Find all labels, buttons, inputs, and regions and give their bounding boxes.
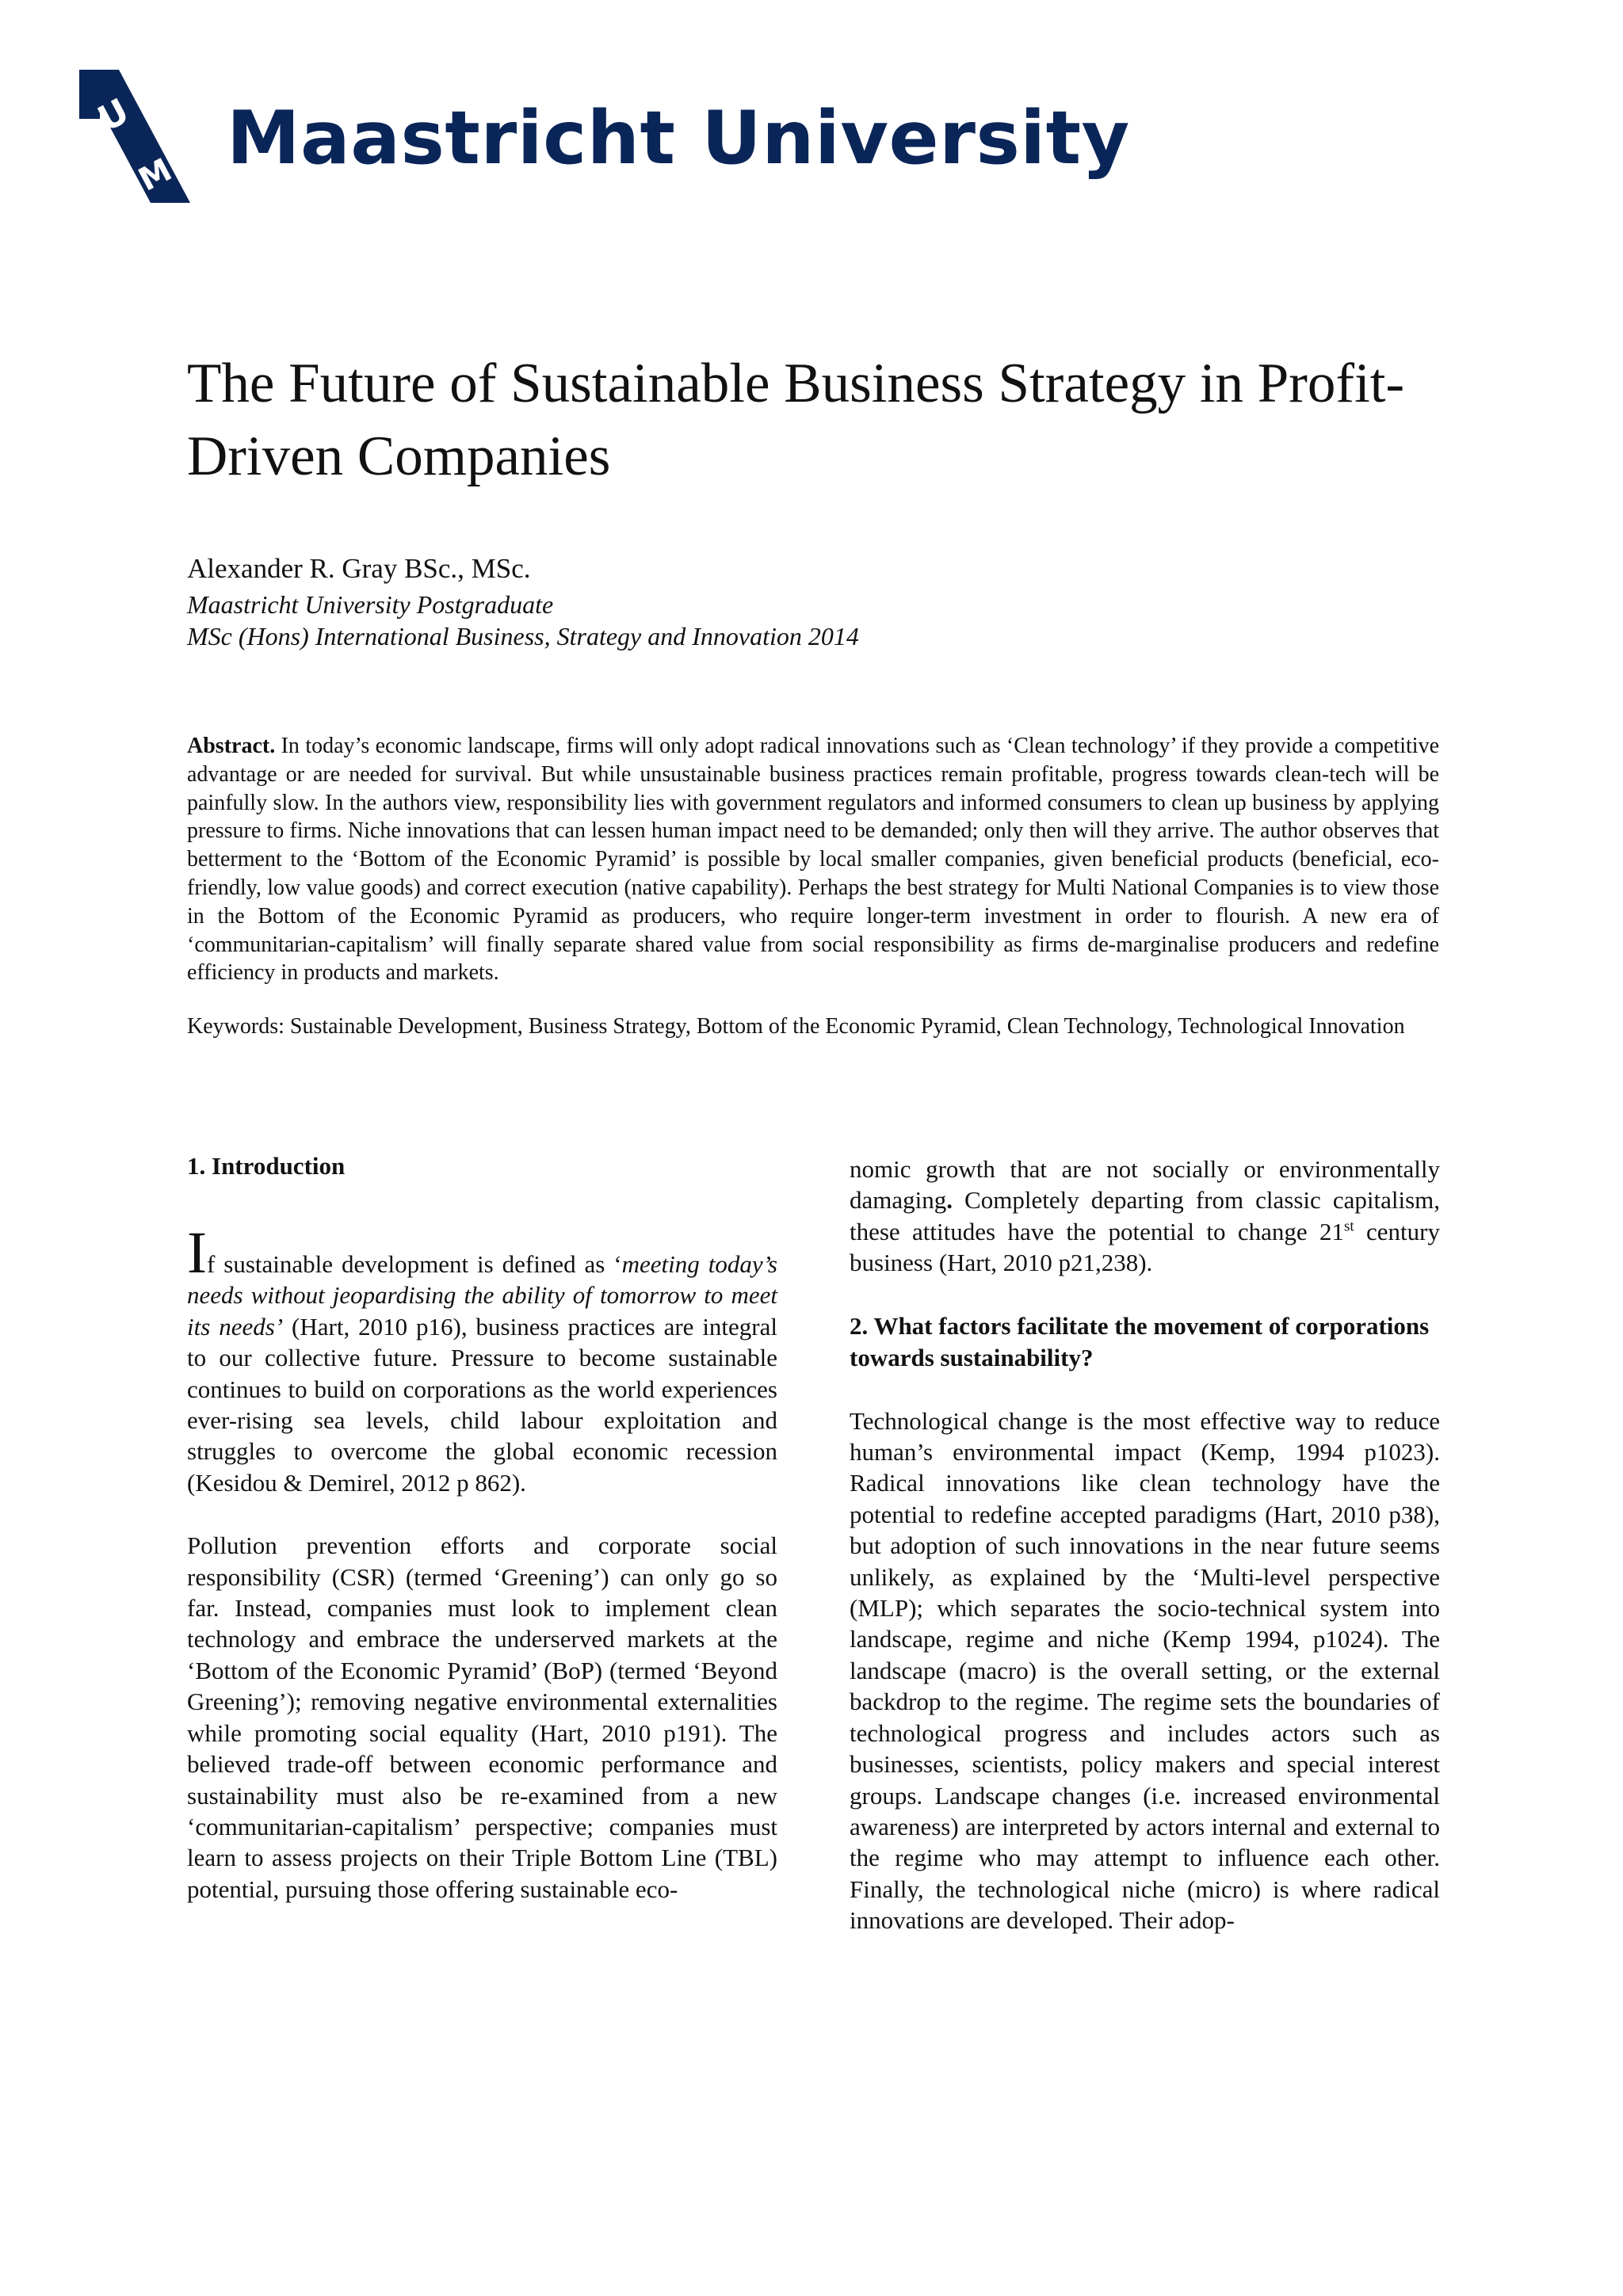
author-name: Alexander R. Gray BSc., MSc. [187, 553, 531, 584]
author-degree: MSc (Hons) International Business, Strategy and Innovation 2014 [187, 622, 859, 650]
section2-paragraph-1: Technological change is the most effective way to reduce human’s environmental impact (Kemp, 1994 p1023). Radical innovations like clean technology have the potential to redefine accepted paradigms (Hart, 2010 p38), but adoption of such innovations in the near future seems unlikely, as explained by the ‘Multi-level perspective (MLP); which separates the socio-technical system into landscape, regime and niche (Kemp 1994, p1024). The landscape (macro) is the overall setting, or the external backdrop to the regime. The regime sets the boundaries of technological progress and includes actors such as businesses, scientists, policy makers and special interest groups. Landscape changes (i.e. increased environmental awareness) are interpreted by actors internal and external to the regime who may attempt to influence each other. Finally, the technological niche (micro) is where radical innovations are developed. Their adop- [850, 1406, 1440, 1935]
university-logo [79, 70, 190, 204]
right-column [850, 1154, 1440, 1936]
intro-paragraph-1: If sustainable development is defined as ‘meeting today’s needs without jeopardising the ability of tomorrow to meet its needs’ (Hart, 2010 p16), business practices are integral to our collective future. Pressure to become sustainable continues to build on corporations as the world experiences ever-rising sea levels, child labour exploitation and struggles to overcome the global economic recession (Kesidou & Demirel, 2012 p 862). [187, 1220, 778, 1497]
intro-paragraph-3: nomic growth that are not socially or environmentally damaging. Completely departing from classic capitalism, these attitudes have the potential to change 21st century business (Hart, 2010 p21,238). [850, 1155, 1440, 1277]
svg-text:U: U [91, 90, 136, 140]
paper-title: The Future of Sustainable Business Strategy in Profit-Driven Companies [187, 353, 1405, 487]
left-column [187, 1150, 777, 1905]
abstract-label: Abstract. [187, 734, 276, 758]
svg-text:M: M [132, 151, 178, 199]
section-heading-factors: 2. What factors facilitate the movement of corporations towards sustainability? [850, 1311, 1430, 1371]
section-heading-introduction: 1. Introduction [187, 1152, 346, 1180]
drop-cap: I [187, 1220, 207, 1286]
keywords: Keywords: Sustainable Development, Business Strategy, Bottom of the Economic Pyramid, Clean Technology, Technological Innovation [187, 1014, 1405, 1039]
university-name: Maastricht University [227, 95, 1130, 181]
abstract [187, 732, 1439, 987]
author-affiliation: Maastricht University Postgraduate [187, 590, 554, 619]
abstract-text: In today’s economic landscape, firms will only adopt radical innovations such as ‘Clean technology’ if they provide a competitive advantage or are needed for survival. But while unsustainable business practices remain profitable, progress towards clean-tech will be painfully slow. In the authors view, responsibility lies with government regulators and informed consumers to clean up business by applying pressure to firms. Niche innovations that can lessen human impact need to be demanded; only then will they arrive. The author observes that betterment to the ‘Bottom of the Economic Pyramid’ is possible by local smaller companies, given beneficial products (beneficial, eco-friendly, low value goods) and correct execution (native capability). Perhaps the best strategy for Multi National Companies is to view those in the Bottom of the Economic Pyramid as producers, who require longer-term investment in order to flourish. A new era of ‘communitarian-capitalism’ will finally separate shared value from social responsibility as firms de-marginalise producers and redefine efficiency in products and markets. [187, 734, 1440, 986]
intro-paragraph-2: Pollution prevention efforts and corporate social responsibility (CSR) (termed ‘Greening’) can only go so far. Instead, companies must look to implement clean technology and embrace the underserved markets at the ‘Bottom of the Economic Pyramid’ (BoP) (termed ‘Beyond Greening’); removing negative environmental externalities while promoting social equality (Hart, 2010 p191). The believed trade-off between economic performance and sustainability must also be re-examined from a new ‘communitarian-capitalism’ perspective; companies must learn to assess projects on their Triple Bottom Line (TBL) potential, pursuing those offering sustainable eco- [187, 1531, 777, 1903]
quoted-definition: meeting today’s needs without jeopardising the ability of tomorrow to meet its needs’ [187, 1250, 777, 1341]
superscript-st: st [1343, 1218, 1354, 1235]
